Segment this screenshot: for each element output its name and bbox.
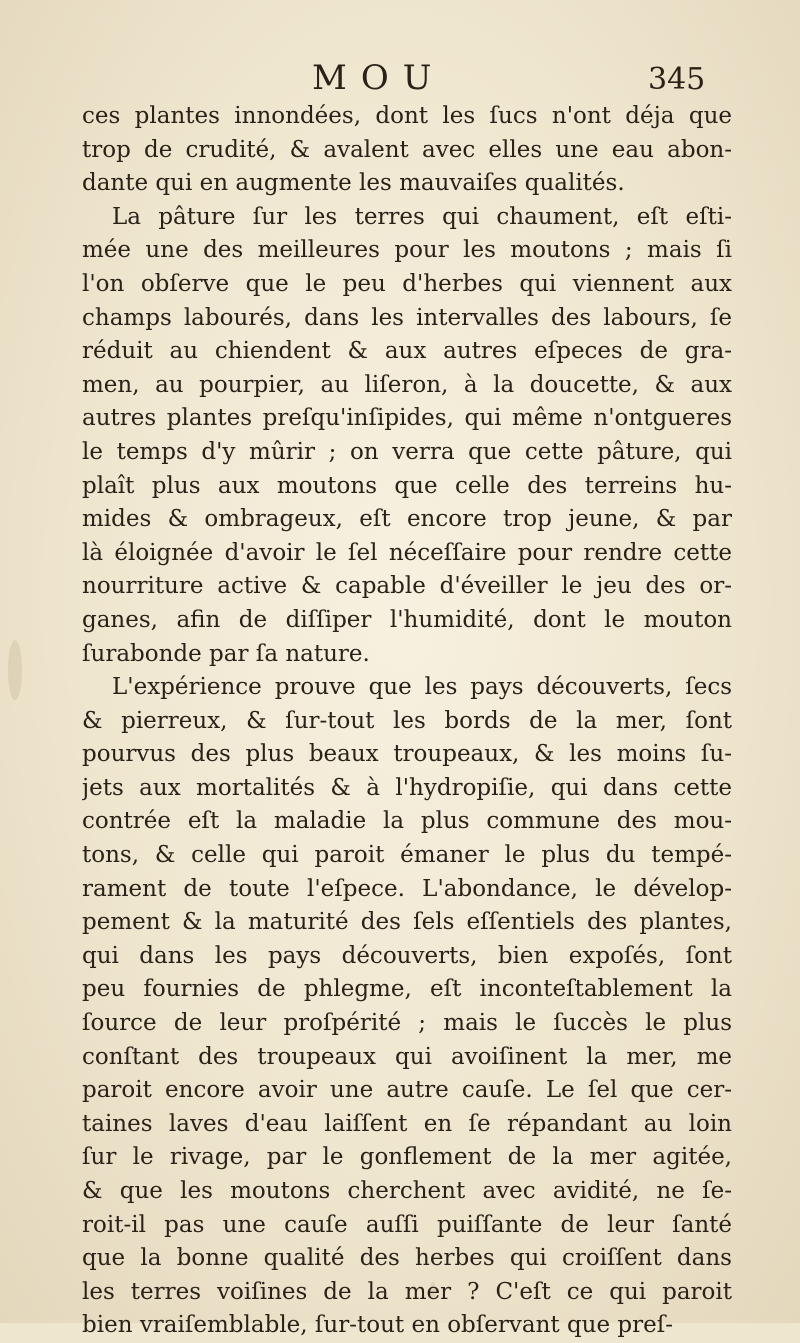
page-smudge [8, 640, 22, 700]
text-line: ganes, afin de diſſiper l'humidité, dont le mouton [82, 606, 732, 633]
text-line: autres plantes preſqu'inſipides, qui même n'ontgueres [82, 405, 732, 432]
text-line: mides & ombrageux, eſt encore trop jeune, & par [82, 506, 732, 533]
text-line: bien vraiſemblable, ſur-tout en obſervant que preſ- [82, 1312, 674, 1339]
text-line: que la bonne qualité des herbes qui croiſſent dans [82, 1245, 732, 1272]
text-line: paroit encore avoir une autre cauſe. Le ſel que cer- [82, 1077, 732, 1104]
text-line: les terres voiſines de la mer ? C'eſt ce qui paroit [82, 1278, 732, 1305]
text-line: roit-il pas une cauſe auſſi puiſſante de leur ſanté [82, 1211, 732, 1238]
text-line: men, au pourpier, au liſeron, à la doucette, & aux [82, 371, 732, 398]
text-line: le temps d'y mûrir ; on verra que cette pâture, qui [82, 438, 732, 465]
text-line: là éloignée d'avoir le ſel néceſſaire pour rendre cette [82, 539, 732, 566]
page-header [0, 58, 800, 98]
text-line: trop de crudité, & avalent avec elles une eau abon- [82, 136, 732, 163]
text-line: rament de toute l'eſpece. L'abondance, le dévelop- [82, 875, 732, 902]
text-line: tons, & celle qui paroit émaner le plus du tempé- [82, 842, 732, 869]
body-text [82, 100, 732, 1343]
text-line: plaît plus aux moutons que celle des terreins hu- [82, 472, 732, 499]
text-line: champs labourés, dans les intervalles des labours, ſe [82, 304, 732, 331]
text-line: réduit au chiendent & aux autres eſpeces de gra- [82, 338, 732, 365]
text-line: contrée eſt la maladie la plus commune des mou- [82, 808, 732, 835]
text-line: ces plantes innondées, dont les ſucs n'ont déja que [82, 103, 732, 129]
text-line: qui dans les pays découverts, bien expoſés, ſont [82, 942, 732, 969]
text-line: pement & la maturité des ſels eſſentiels des plantes, [82, 909, 732, 936]
running-head: MOU [312, 58, 446, 98]
text-line: nourriture active & capable d'éveiller le jeu des or- [82, 573, 732, 600]
text-line: mée une des meilleures pour les moutons ; mais ſi [82, 237, 732, 264]
page-number: 345 [648, 62, 706, 97]
text-line: L'expérience prouve que les pays découverts, ſecs [112, 674, 732, 701]
text-line: & que les moutons cherchent avec avidité, ne ſe- [82, 1178, 732, 1204]
text-line: conſtant des troupeaux qui avoiſinent la mer, me [82, 1043, 732, 1070]
text-line: & pierreux, & ſur-tout les bords de la mer, ſont [82, 707, 732, 734]
text-line: ſurabonde par ſa nature. [82, 640, 370, 667]
text-line: l'on obſerve que le peu d'herbes qui viennent aux [82, 270, 732, 297]
text-line: La pâture ſur les terres qui chaument, eſt eſti- [112, 203, 732, 230]
text-line: ſur le rivage, par le gonflement de la mer agitée, [82, 1144, 732, 1171]
text-line: pourvus des plus beaux troupeaux, & les moins ſu- [82, 741, 732, 768]
text-line: jets aux mortalités & à l'hydropiſie, qui dans cette [82, 774, 732, 801]
text-line: ſource de leur proſpérité ; mais le ſuccès le plus [82, 1010, 732, 1037]
text-line: peu fournies de phlegme, eſt inconteſtablement la [82, 976, 732, 1003]
text-line: dante qui en augmente les mauvaiſes qualités. [82, 170, 625, 197]
text-line: taines laves d'eau laiſſent en ſe répandant au loin [82, 1110, 732, 1137]
